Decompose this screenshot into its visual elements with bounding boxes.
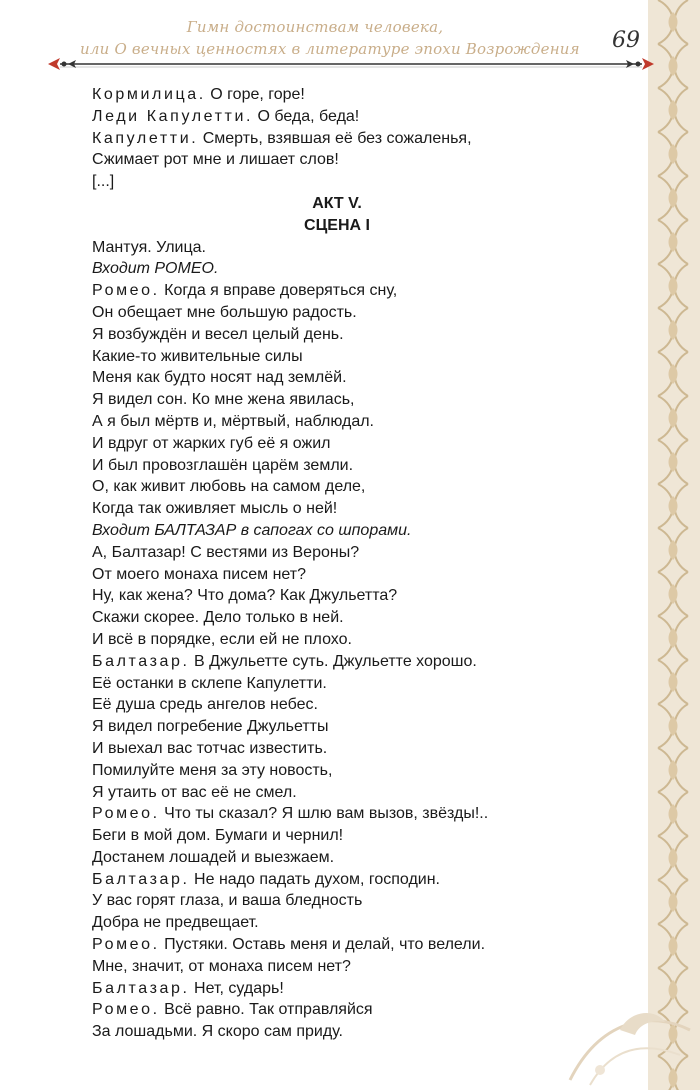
ornament-motif [658,0,688,44]
ornament-motif [658,396,688,440]
ornament-motif [658,88,688,132]
verse-line [92,912,562,934]
speaker-name: Ромео. [92,805,160,823]
speaker-name: Капулетти. [92,129,199,147]
line-text: А я был мёртв и, мёртвый, наблюдал. [92,412,374,430]
verse-line [92,324,562,346]
running-header-line2: или О вечных ценностях в литературе эпохи Возрождения [80,40,580,58]
line-text: Беги в мой дом. Бумаги и чернил! [92,827,344,845]
verse-line [92,389,562,411]
line-text: [...] [92,173,115,191]
ornament-motif [658,44,688,88]
line-text: Мантуя. Улица. [92,238,206,256]
speaker-name: Балтазар. [92,652,190,670]
verse-line [92,847,562,869]
verse-line [92,607,562,629]
line-text: О, как живит любовь на самом деле, [92,478,366,496]
verse-line [92,476,562,498]
verse-line [92,302,562,324]
line-text: Нет, сударь! [189,979,284,997]
line-text: От моего монаха писем нет? [92,565,307,583]
line-text: Помилуйте меня за эту новость, [92,761,333,779]
ornament-motif [658,836,688,880]
line-text: Достанем лошадей и выезжаем. [92,848,335,866]
line-text: Я видел сон. Ко мне жена явилась, [92,391,355,409]
ornament-motif [658,748,688,792]
verse-line [92,869,562,891]
line-text: За лошадьми. Я скоро сам приду. [92,1023,343,1041]
scene-heading: АКТ V. [312,194,362,212]
line-text: Сжимает рот мне и лишает слов! [92,151,339,169]
speaker-name: Леди Капулетти. [92,107,254,125]
verse-line [92,455,562,477]
ornament-motif [658,440,688,484]
line-text: Мне, значит, от монаха писем нет? [92,957,351,975]
verse-line [92,738,562,760]
ornament-motif [658,924,688,968]
verse-line [92,803,562,825]
verse-line [92,651,562,673]
line-text: Что ты сказал? Я шлю вам вызов, звёзды!.. [159,805,489,823]
verse-line [92,956,562,978]
speaker-name: Балтазар. [92,979,190,997]
verse-line [92,128,562,150]
line-text: Всё равно. Так отправляйся [159,1001,373,1019]
ornament-motif [658,484,688,528]
line-text: Смерть, взявшая её без сожаленья, [198,129,472,147]
verse-line [92,411,562,433]
ornament-pattern [648,0,700,1090]
verse-line [92,433,562,455]
speaker-name: Балтазар. [92,870,190,888]
verse-line [92,367,562,389]
line-text: Её душа средь ангелов небес. [92,696,318,714]
ornament-motif [658,616,688,660]
line-text: Я возбуждён и весел целый день. [92,325,344,343]
verse-line [92,694,562,716]
line-text: В Джульетте суть. Джульетте хорошо. [189,652,477,670]
verse-line [92,106,562,128]
right-arrow-ornament-icon [626,58,654,70]
verse-line [92,542,562,564]
ornament-motif [658,352,688,396]
line-text: Какие-то живительные силы [92,347,303,365]
line-text: О беда, беда! [253,107,360,125]
verse-line [92,999,562,1021]
verse-line [92,84,562,106]
left-arrow-ornament-icon [48,58,76,70]
speaker-name: Ромео. [92,1001,160,1019]
speaker-name: Ромео. [92,936,160,954]
verse-line [92,978,562,1000]
running-header-line1: Гимн достоинствам человека, [186,18,444,36]
line-text: О горе, горе! [205,86,305,103]
ornament-motif [658,660,688,704]
stage-direction: Входит РОМЕО. [92,260,219,278]
verse-line [92,825,562,847]
play-text [92,84,562,1043]
verse-line [92,171,562,193]
line-text: И был провозглашён царём земли. [92,456,354,474]
verse-line [92,149,562,171]
verse-line [92,890,562,912]
line-text: Не надо падать духом, господин. [189,870,440,888]
line-text: Скажи скорее. Дело только в ней. [92,609,344,627]
verse-line [92,673,562,695]
verse-line [92,498,562,520]
line-text: У вас горят глаза, и ваша бледность [92,892,363,910]
verse-line [92,716,562,738]
line-text: Добра не предвещает. [92,914,259,932]
line-text: Я утаить от вас её не смел. [92,783,297,801]
ornament-motif [658,220,688,264]
line-text: Когда я вправе доверяться сну, [159,282,398,300]
stage-direction: Входит БАЛТАЗАР в сапогах со шпорами. [92,521,412,539]
line-text: И всё в порядке, если ей не плохо. [92,630,352,648]
ornament-motif [658,176,688,220]
line-text: А, Балтазар! С вестями из Вероны? [92,543,360,561]
verse-line [92,346,562,368]
speaker-name: Ромео. [92,282,160,300]
line-text: И вдруг от жарких губ её я ожил [92,434,331,452]
verse-line [92,782,562,804]
ornament-motif [658,264,688,308]
verse-line [92,1021,562,1043]
ornament-motif [658,704,688,748]
line-text: Он обещает мне большую радость. [92,303,357,321]
ornament-motif [658,132,688,176]
corner-swirl-ornament [560,1000,700,1090]
line-text: Ну, как жена? Что дома? Как Джульетта? [92,587,398,605]
line-text: Я видел погребение Джульетты [92,718,329,736]
verse-line [92,934,562,956]
verse-line [92,564,562,586]
verse-line [92,585,562,607]
line-text: Пустяки. Оставь меня и делай, что велели. [159,936,486,954]
ornament-motif [658,308,688,352]
ornament-motif [658,572,688,616]
decorative-border [648,0,700,1090]
ornament-motif [658,528,688,572]
ornament-motif [658,880,688,924]
line-text: Когда так оживляет мысль о ней! [92,500,338,518]
page-number: 69 [612,28,640,53]
ornament-motif [658,792,688,836]
speaker-name: Кормилица. [92,86,206,103]
header-rule [46,52,656,76]
verse-line [92,760,562,782]
line-text: Её останки в склепе Капулетти. [92,674,327,692]
verse-line [92,237,562,259]
line-text: Меня как будто носят над землёй. [92,369,347,387]
scene-heading: СЦЕНА I [304,216,370,234]
verse-line [92,629,562,651]
verse-line [92,280,562,302]
line-text: И выехал вас тотчас известить. [92,739,328,757]
